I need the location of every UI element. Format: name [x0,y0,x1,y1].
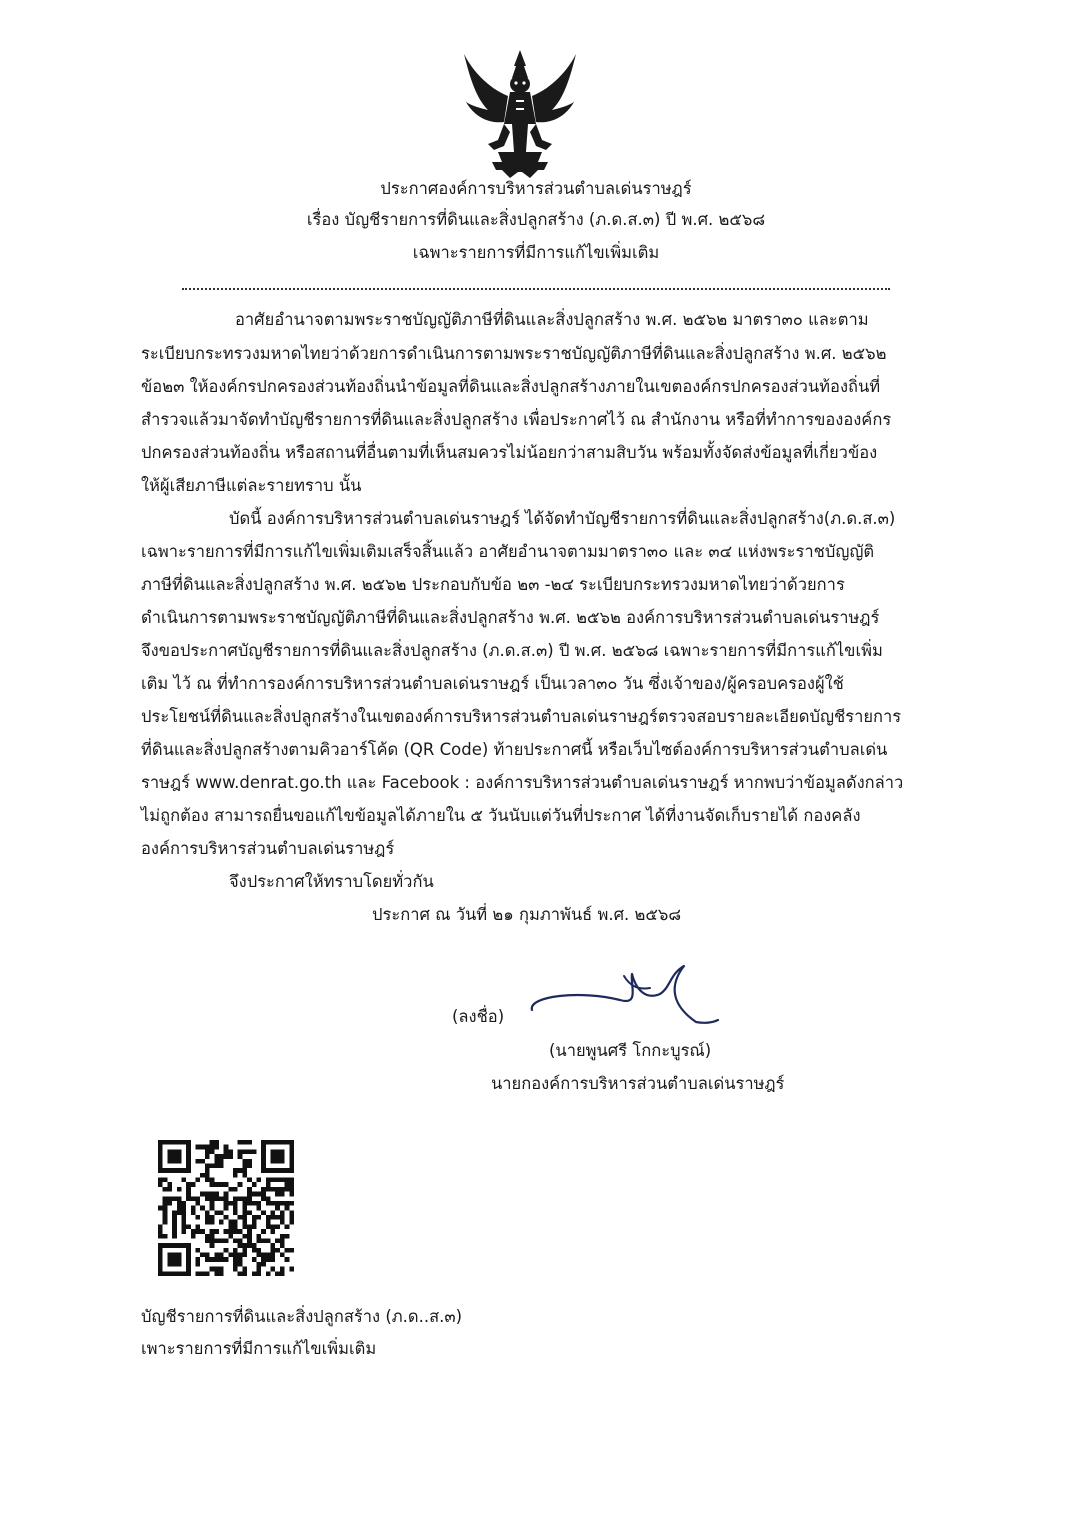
qr-code-icon [158,1140,294,1276]
paragraph-2-line: ที่ดินและสิ่งปลูกสร้างตามคิวอาร์โค้ด (QR Code) ท้ายประกาศนี้ หรือเว็บไซต์องค์การบริหารส่วนตำบลเด่น [141,740,888,759]
closing-statement: จึงประกาศให้ทราบโดยทั่วกัน [229,872,434,891]
signatory-name: (นายพูนศรี โกกะบูรณ์) [549,1041,712,1060]
paragraph-2-line: ไม่ถูกต้อง สามารถยื่นขอแก้ไขข้อมูลได้ภายใน ๕ วันนับแต่วันที่ประกาศ ได้ที่งานจัดเก็บรายได้ กองคลัง [141,806,861,825]
paragraph-2-line: องค์การบริหารส่วนตำบลเด่นราษฎร์ [141,839,395,858]
paragraph-1-line: ระเบียบกระทรวงมหาดไทยว่าด้วยการดำเนินการตามพระราชบัญญัติภาษีที่ดินและสิ่งปลูกสร้าง พ.ศ. ๒๕๖๒ [141,344,887,363]
paragraph-2-line: บัดนี้ องค์การบริหารส่วนตำบลเด่นราษฎร์ ได้จัดทำบัญชีรายการที่ดินและสิ่งปลูกสร้าง(ภ.ด.ส.๓) [229,509,896,528]
paragraph-1-line: อาศัยอำนาจตามพระราชบัญญัติภาษีที่ดินและสิ่งปลูกสร้าง พ.ศ. ๒๕๖๒ มาตรา๓๐ และตาม [235,310,869,329]
paragraph-2-line: เฉพาะรายการที่มีการแก้ไขเพิ่มเติมเสร็จสิ้นแล้ว อาศัยอำนาจตามมาตรา๓๐ และ ๓๔ แห่งพระราชบัญญัติ [141,542,875,561]
announcement-title: ประกาศองค์การบริหารส่วนตำบลเด่นราษฎร์ [380,179,692,198]
announcement-date: ประกาศ ณ วันที่ ๒๑ กุมภาพันธ์ พ.ศ. ๒๕๖๘ [372,905,682,924]
qr-caption-line: เพาะรายการที่มีการแก้ไขเพิ่มเติม [141,1339,377,1358]
handwritten-signature [520,960,720,1030]
signature-label: (ลงชื่อ) [452,1007,505,1026]
paragraph-2-line: ราษฎร์ www.denrat.go.th และ Facebook : องค์การบริหารส่วนตำบลเด่นราษฎร์ หากพบว่าข้อมูลดังกล่าว [141,773,904,792]
paragraph-1-line: ให้ผู้เสียภาษีแต่ละรายทราบ นั้น [141,476,362,495]
paragraph-2-line: เติม ไว้ ณ ที่ทำการองค์การบริหารส่วนตำบลเด่นราษฎร์ เป็นเวลา๓๐ วัน ซึ่งเจ้าของ/ผู้ครอบครองผู้ใช้ [141,674,844,693]
paragraph-1-line: ข้อ๒๓ ให้องค์กรปกครองส่วนท้องถิ่นนำข้อมูลที่ดินและสิ่งปลูกสร้างภายในเขตองค์กรปกครองส่วนท้องถิ่นที่ [141,377,881,396]
signatory-position: นายกองค์การบริหารส่วนตำบลเด่นราษฎร์ [491,1074,785,1093]
announcement-scope: เฉพาะรายการที่มีการแก้ไขเพิ่มเติม [412,243,660,262]
paragraph-2-line: ดำเนินการตามพระราชบัญญัติภาษีที่ดินและสิ่งปลูกสร้าง พ.ศ. ๒๕๖๒ องค์การบริหารส่วนตำบลเด่นราษฎร์ [141,608,880,627]
qr-caption-line: บัญชีรายการที่ดินและสิ่งปลูกสร้าง (ภ.ด..ส.๓) [141,1307,463,1326]
garuda-emblem-icon [458,48,582,178]
paragraph-2-line: ประโยชน์ที่ดินและสิ่งปลูกสร้างในเขตองค์การบริหารส่วนตำบลเด่นราษฎร์ตรวจสอบรายละเอียดบัญชีรายการ [141,707,902,726]
announcement-subject: เรื่อง บัญชีรายการที่ดินและสิ่งปลูกสร้าง (ภ.ด.ส.๓) ปี พ.ศ. ๒๕๖๘ [306,210,766,229]
paragraph-2-line: จึงขอประกาศบัญชีรายการที่ดินและสิ่งปลูกสร้าง (ภ.ด.ส.๓) ปี พ.ศ. ๒๕๖๘ เฉพาะรายการที่มีการแก้ไขเพิ่ม [141,641,883,660]
dotted-divider [182,288,890,290]
paragraph-2-line: ภาษีที่ดินและสิ่งปลูกสร้าง พ.ศ. ๒๕๖๒ ประกอบกับข้อ ๒๓ -๒๔ ระเบียบกระทรวงมหาดไทยว่าด้วยการ [141,575,845,594]
paragraph-1-line: สำรวจแล้วมาจัดทำบัญชีรายการที่ดินและสิ่งปลูกสร้าง เพื่อประกาศไว้ ณ สำนักงาน หรือที่ทำการขององค์กร [141,410,892,429]
paragraph-1-line: ปกครองส่วนท้องถิ่น หรือสถานที่อื่นตามที่เห็นสมควรไม่น้อยกว่าสามสิบวัน พร้อมทั้งจัดส่งข้อมูลที่เกี่ยวข้อง [141,443,878,462]
